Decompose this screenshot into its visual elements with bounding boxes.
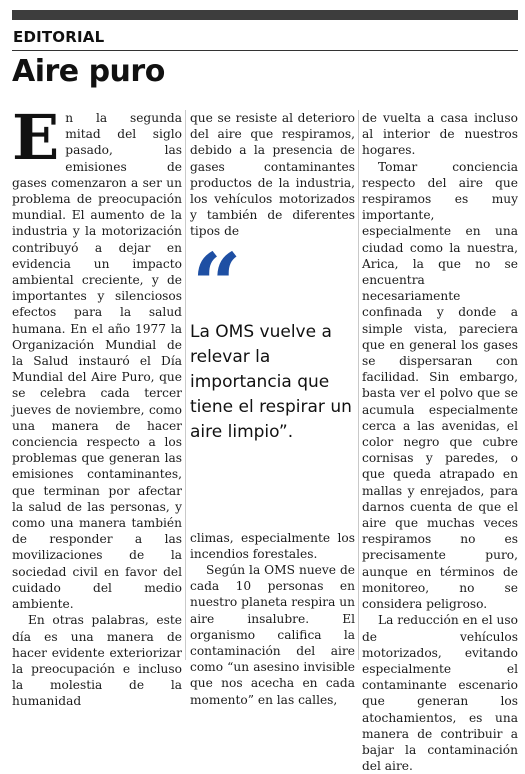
paragraph-4: climas, especialmente los incendios forestales. <box>190 530 355 561</box>
pull-quote-text: La OMS vuelve a relevar la importancia que tiene el respirar un aire limpio”. <box>190 321 352 442</box>
paragraph-2: En otras palabras, este día es una manera de hacer evidente exteriorizar la preocupación e incluso la molestia de la humanidad <box>12 613 182 709</box>
quote-mark-icon: “ <box>192 234 242 336</box>
column-divider-2 <box>358 110 359 660</box>
section-divider <box>12 50 518 51</box>
pull-quote <box>190 234 355 530</box>
column-divider-1 <box>185 110 186 660</box>
drop-cap: E <box>12 101 60 174</box>
paragraph-3: que se resiste al deterioro del aire que respiramos, debido a la presencia de gases contaminantes productos de la industria, los vehículos motorizados y también de diferentes tipos de <box>190 111 355 239</box>
paragraph-7: Tomar conciencia respecto del aire que respiramos es muy importante, especialmente en una ciudad como la nuestra, Arica, la que no se encuentra necesariamente confinada y donde a simple vista, pareciera que en general los gases se dispersaran con facilidad. Sin embargo, basta ver el polvo que se acumula especialmente cerca a las avenidas, el color negro que cubre cornisas y paredes, o que queda atrapado en mallas y enrejados, para darnos cuenta de que el aire que muchas veces respiramos no es precisamente puro, aunque en términos de monitoreo, no se considera peligroso. <box>362 159 518 612</box>
column-1 <box>12 101 182 709</box>
column-2 <box>190 110 355 707</box>
paragraph-5: Según la OMS nueve de cada 10 personas en nuestro planeta respira un aire insalubre. El organismo califica la contaminación del aire como “un asesino invisible que nos acecha en cada momento” en las calles, <box>190 563 355 707</box>
paragraph-1 <box>12 101 182 612</box>
paragraph-6: de vuelta a casa incluso al interior de nuestros hogares. <box>362 111 518 158</box>
headline: Aire puro <box>12 54 165 89</box>
column-3 <box>362 110 518 774</box>
top-bar <box>12 10 518 20</box>
section-label: EDITORIAL <box>13 28 105 46</box>
paragraph-8: La reducción en el uso de vehículos motorizados, evitando especialmente el contaminante escenario que generan los atochamientos, es una manera de contribuir a bajar la contaminación del aire. <box>362 613 518 774</box>
paragraph-1-text: n la segunda mitad del siglo pasado, las emisiones de gases comenzaron a ser un problema de preocupación mundial. El aumento de la industria y la motorización contribuyó a dejar en evidencia un impacto ambiental creciente, y de importantes y silenciosos efectos para la salud humana. En el año 1977 la Organización Mundial de la Salud instauró el Día Mundial del Aire Puro, que se celebra cada tercer jueves de noviembre, como una manera de hacer conciencia respecto a los problemas que generan las emisiones contaminantes, que terminan por afectar la salud de las personas, y como una manera también de responder a las movilizaciones de la sociedad civil en favor del cuidado del medio ambiente. <box>12 111 182 612</box>
